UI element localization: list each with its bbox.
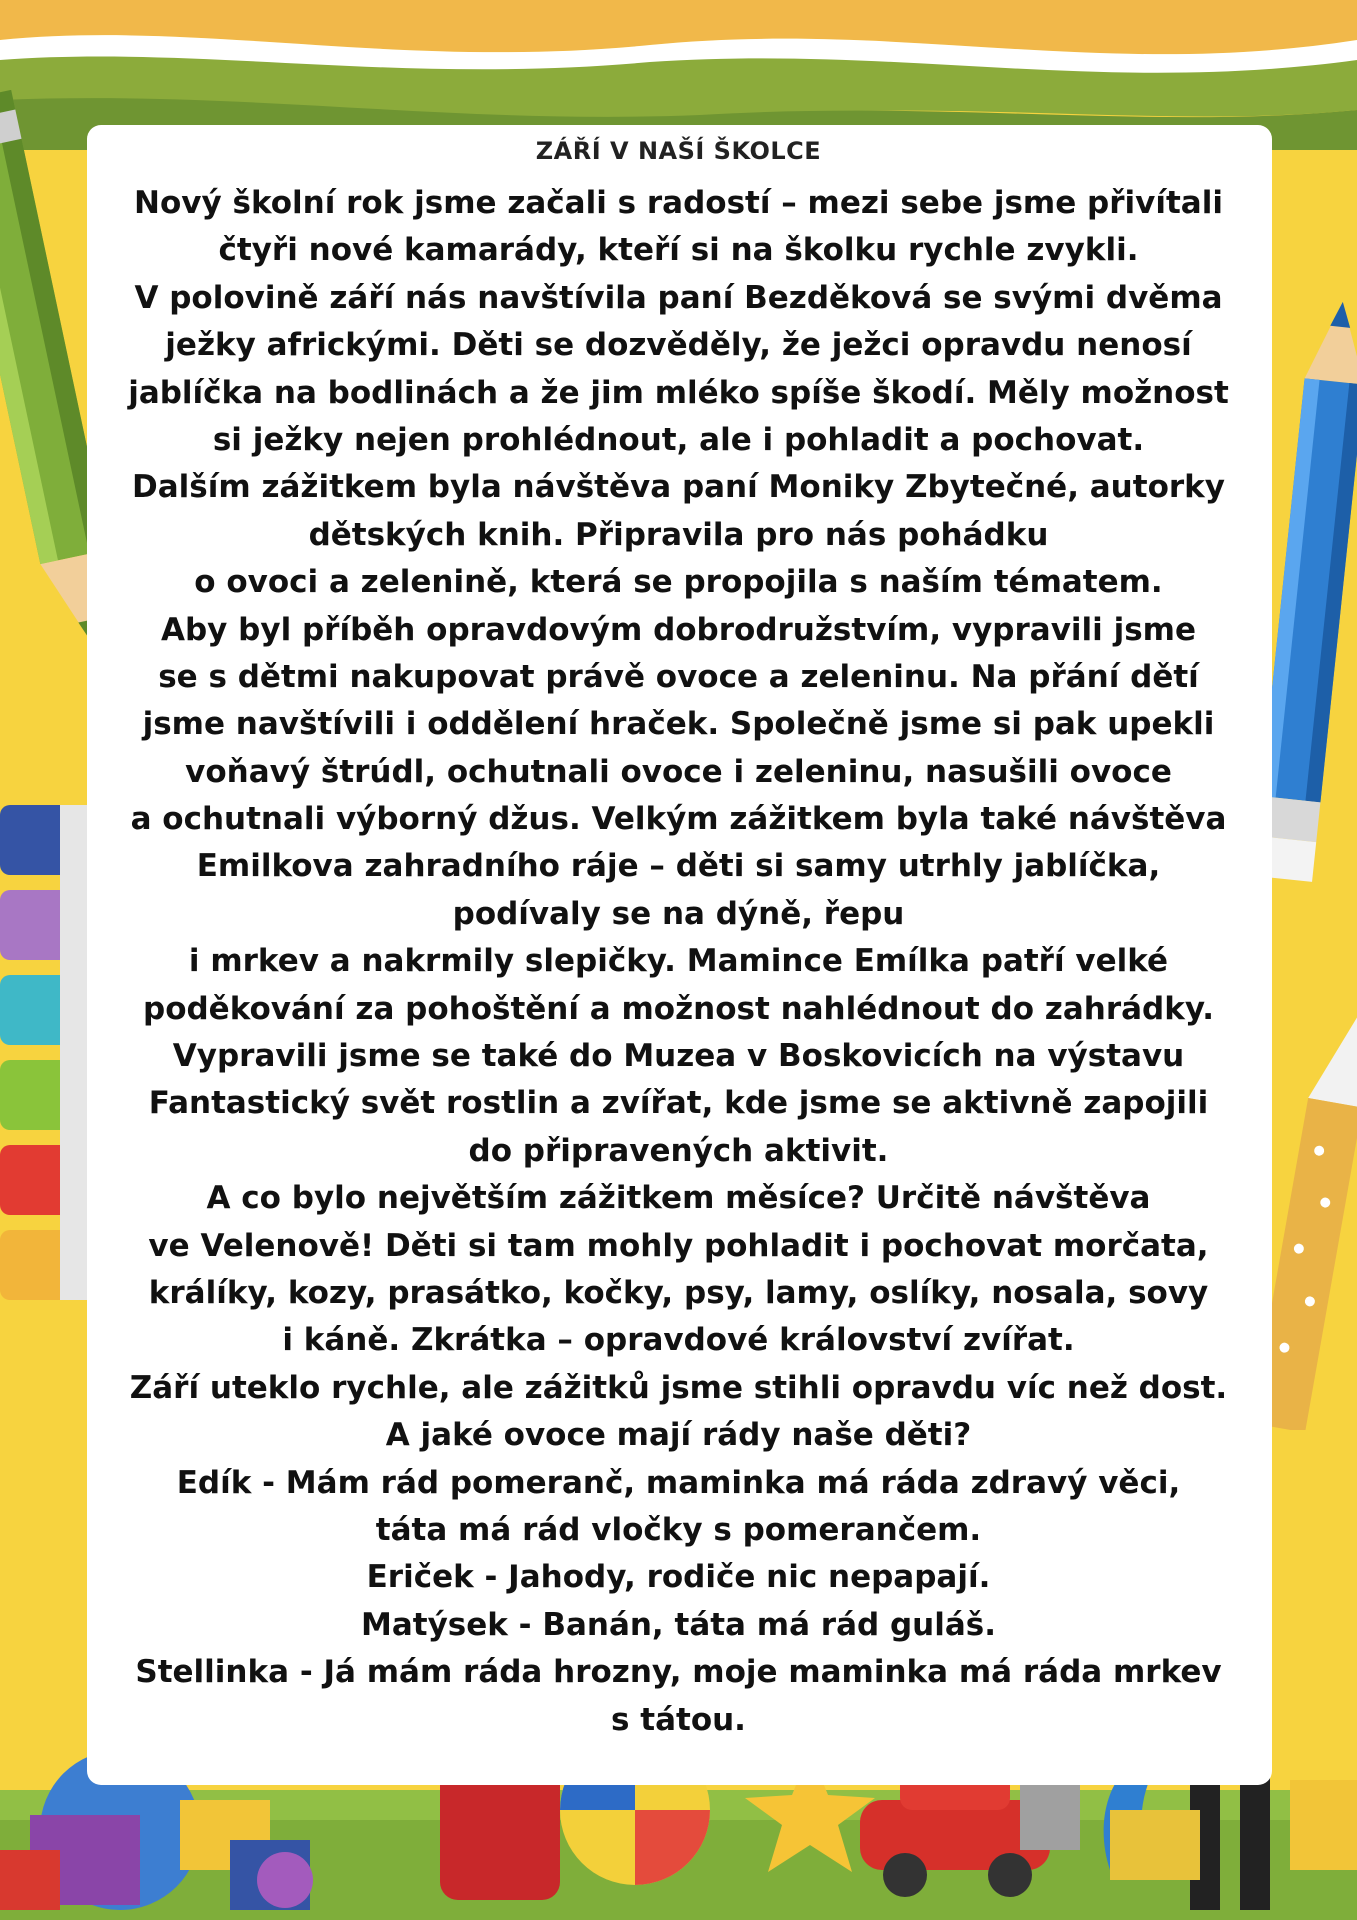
text-line: do připravených aktivit. — [468, 1132, 889, 1169]
text-line: Vypravili jsme se také do Muzea v Boskovicích na výstavu — [172, 1038, 1185, 1075]
text-line: Aby byl příběh opravdovým dobrodružstvím, vypravili jsme — [160, 611, 1196, 648]
article-body — [110, 180, 1247, 1744]
text-line: si ježky nejen prohlédnout, ale i pohladit a pochovat. — [212, 421, 1145, 458]
text-line: králíky, kozy, prasátko, kočky, psy, lamy, oslíky, nosala, sovy — [148, 1274, 1209, 1311]
text-line: i káně. Zkrátka – opravdové království zvířat. — [282, 1322, 1075, 1359]
text-line: ježky africkými. Děti se dozvěděly, že ježci opravdu nenosí — [165, 327, 1192, 364]
text-line: poděkování za pohoštění a možnost nahlédnout do zahrádky. — [143, 990, 1214, 1027]
text-line: V polovině září nás navštívila paní Bezděková se svými dvěma — [134, 279, 1223, 316]
text-line: A jaké ovoce mají rády naše děti? — [385, 1417, 972, 1454]
text-line: Matýsek - Banán, táta má rád guláš. — [360, 1606, 996, 1643]
green-pencil-decoration — [0, 90, 100, 650]
text-line: o ovoci a zelenině, která se propojila s naším tématem. — [194, 564, 1163, 601]
blue-pencil-decoration — [1262, 300, 1357, 890]
text-line: Emilkova zahradního ráje – děti si samy utrhly jablíčka, — [196, 848, 1161, 885]
text-line: se s dětmi nakupovat právě ovoce a zeleninu. Na přání dětí — [158, 658, 1199, 695]
text-line: dětských knih. Připravila pro nás pohádku — [308, 516, 1049, 553]
text-line: A co bylo největším zážitkem měsíce? Určitě návštěva — [206, 1180, 1151, 1217]
text-line: Edík - Mám rád pomeranč, maminka má ráda zdravý věci, — [176, 1464, 1181, 1501]
page-title: ZÁŘÍ V NAŠÍ ŠKOLCE — [535, 137, 822, 165]
markers-decoration — [0, 795, 90, 1325]
text-line: Září uteklo rychle, ale zážitků jsme stihli opravdu víc než dost. — [129, 1369, 1228, 1406]
text-line: Stellinka - Já mám ráda hrozny, moje maminka má ráda mrkev — [135, 1654, 1222, 1691]
yellow-pencil-decoration — [1262, 1010, 1357, 1430]
text-line: s tátou. — [611, 1701, 746, 1738]
text-line: ve Velenově! Děti si tam mohly pohladit i pochovat morčata, — [148, 1227, 1209, 1264]
text-line: jablíčka na bodlinách a že jim mléko spíše škodí. Měly možnost — [128, 374, 1229, 411]
text-line: i mrkev a nakrmily slepičky. Mamince Emílka patří velké — [188, 943, 1169, 980]
text-line: podívaly se na dýně, řepu — [452, 895, 905, 932]
text-line: Dalším zážitkem byla návštěva paní Moniky Zbytečné, autorky — [132, 469, 1225, 506]
text-line: jsme navštívili i oddělení hraček. Společně jsme si pak upekli — [142, 706, 1215, 743]
text-line: Nový školní rok jsme začali s radostí – mezi sebe jsme přivítali — [134, 185, 1223, 221]
text-line: Eriček - Jahody, rodiče nic nepapají. — [366, 1559, 991, 1596]
text-line: táta má rád vločky s pomerančem. — [375, 1511, 982, 1548]
text-line: voňavý štrúdl, ochutnali ovoce i zeleninu, nasušili ovoce — [185, 753, 1172, 790]
text-line: a ochutnali výborný džus. Velkým zážitkem byla také návštěva — [130, 801, 1227, 838]
text-line: čtyři nové kamarády, kteří si na školku rychle zvykli. — [218, 232, 1139, 269]
text-line: Fantastický svět rostlin a zvířat, kde jsme se aktivně zapojili — [148, 1085, 1209, 1122]
